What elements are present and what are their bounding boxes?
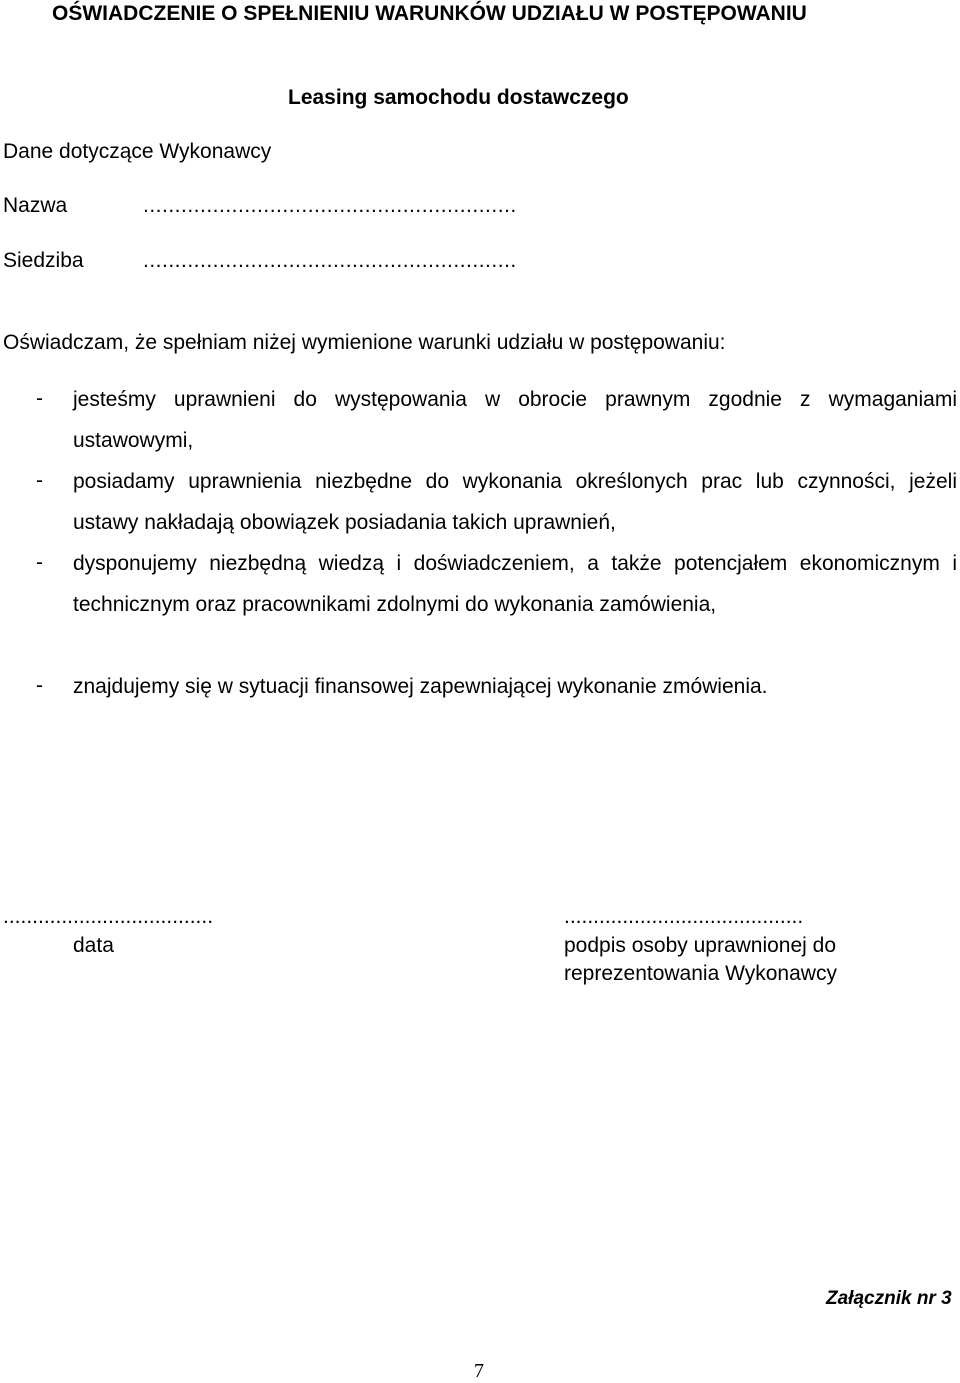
list-dash: - (36, 551, 43, 574)
list-dash: - (36, 674, 43, 697)
list-dash: - (36, 469, 43, 492)
seat-field[interactable]: ........................................................... (143, 249, 517, 272)
list-dash: - (36, 387, 43, 410)
name-label: Nazwa (3, 194, 68, 217)
statement-intro: Oświadczam, że spełniam niżej wymienione warunki udziału w postępowaniu: (3, 331, 726, 354)
name-field[interactable]: ........................................................... (143, 194, 517, 217)
contractor-heading: Dane dotyczące Wykonawcy (3, 140, 272, 163)
list-item-permissions: posiadamy uprawnienia niezbędne do wykonania określonych prac lub czynności, jeżeli ustawy nakładają obowiązek posiadania takich uprawnień, (73, 470, 957, 534)
annex-label: Załącznik nr 3 (826, 1288, 952, 1309)
date-field[interactable]: .................................... (3, 905, 214, 928)
list-item-knowledge: dysponujemy niezbędną wiedzą i doświadczeniem, a także potencjałem ekonomicznym i technicznym oraz pracownikami zdolnymi do wykonania zamówienia, (73, 552, 957, 616)
date-label: data (73, 934, 114, 957)
list-item-financial: znajdujemy się w sytuacji finansowej zapewniającej wykonanie zmówienia. (73, 675, 768, 698)
page-number: 7 (474, 1360, 484, 1382)
document-title: OŚWIADCZENIE O SPEŁNIENIU WARUNKÓW UDZIAŁU W POSTĘPOWANIU (52, 2, 807, 25)
signature-field[interactable]: ......................................... (564, 905, 804, 928)
document-subtitle: Leasing samochodu dostawczego (288, 86, 629, 109)
signature-label: podpis osoby uprawnionej do reprezentowania Wykonawcy (564, 934, 837, 985)
seat-label: Siedziba (3, 249, 84, 272)
list-item-legal-capacity: jesteśmy uprawnieni do występowania w obrocie prawnym zgodnie z wymaganiami ustawowymi, (73, 388, 957, 452)
